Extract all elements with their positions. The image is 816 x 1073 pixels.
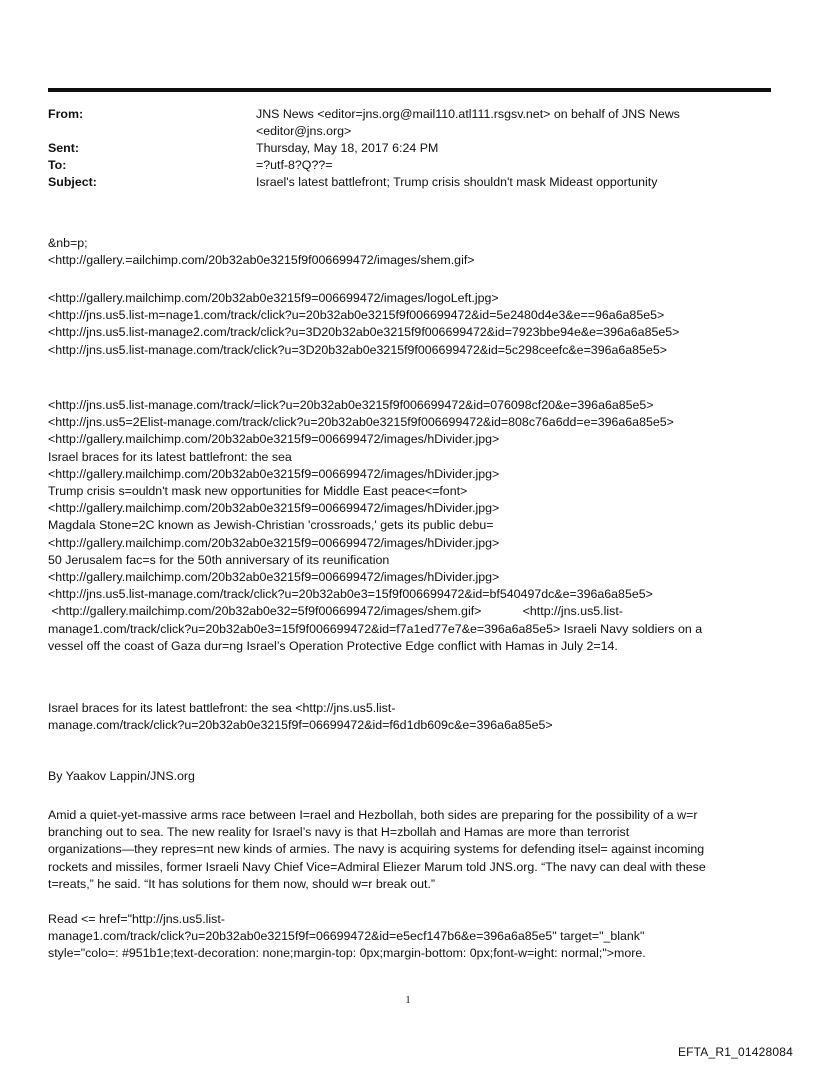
body-line: <http://gallery.=ailchimp.com/20b32ab0e3215f9f006699472/images/shem.gif>	[48, 253, 475, 268]
article-title: Israel braces for its latest battlefront: the sea <http://jns.us5.list-	[48, 701, 396, 715]
paragraph-line: t=reats,” he said. “It has solutions for them now, should w=r break out.”	[48, 876, 436, 891]
to-value: =?utf-8?Q??=	[256, 158, 333, 172]
from-row	[48, 106, 778, 140]
to-row	[48, 157, 778, 174]
body-line: <http://gallery.mailchimp.com/20b32ab0e3215f9=006699472/images/hDivider.jpg>	[48, 501, 500, 516]
body-line: <http://gallery.mailchimp.com/20b32ab0e3215f9=006699472/images/hDivider.jpg>	[48, 535, 500, 550]
subject-value: Israel's latest battlefront; Trump crisis shouldn't mask Mideast opportunity	[256, 175, 658, 189]
article-headline-3: Magdala Stone=2C known as Jewish-Christian 'crossroads,' gets its public debu=	[48, 518, 494, 533]
body-line: <http://gallery.mailchimp.com/20b32ab0e3215f9=006699472/images/hDivider.jpg>	[48, 432, 500, 447]
read-more-line: manage1.com/track/click?u=20b32ab0e3215f9f=06699472&id=e5ecf147b6&e=396a6a85e5" target="_blank"	[48, 929, 645, 944]
to-label: To:	[48, 158, 67, 172]
from-value-line2: <editor@jns.org>	[256, 124, 352, 138]
article-headline-2: Trump crisis s=ouldn't mask new opportunities for Middle East peace<=font>	[48, 484, 468, 499]
subject-label: Subject:	[48, 175, 97, 189]
body-line: <http://jns.us5=2Elist-manage.com/track/click?u=20b32ab0e3215f9f006699472&id=808c76a6dd=e=396a6a85e5>	[48, 415, 674, 430]
paragraph-line: branching out to sea. The new reality for Israel’s navy is that H=zbollah and Hamas are more than terrorist	[48, 825, 630, 840]
body-line: <http://gallery.mailchimp.com/20b32ab0e32=5f9f006699472/images/shem.gif> <http://jns.us5.list-	[48, 604, 623, 619]
from-value	[256, 106, 778, 140]
body-line: <http://jns.us5.list-manage.com/track/click?u=20b32ab0e3=15f9f006699472&id=bf540497dc&e=396a6a85e5>	[48, 587, 653, 602]
byline-block	[48, 768, 778, 785]
sent-row	[48, 140, 778, 157]
article-headline-1: Israel braces for its latest battlefront: the sea	[48, 449, 292, 464]
read-more-line: Read <= href="http://jns.us5.list-	[48, 912, 225, 926]
from-label: From:	[48, 107, 84, 121]
body-line: &nb=p;	[48, 236, 88, 250]
body-line: <http://gallery.mailchimp.com/20b32ab0e3215f9=006699472/images/hDivider.jpg>	[48, 570, 500, 585]
email-header	[48, 106, 778, 191]
article-paragraph	[48, 807, 778, 893]
page-number: 1	[405, 994, 411, 1006]
byline: By Yaakov Lappin/JNS.org	[48, 769, 195, 783]
body-line: <http://jns.us5.list-manage.com/track/click?u=3D20b32ab0e3215f9f006699472&id=5c298ceefc&e=396a6a85e5>	[48, 342, 667, 357]
article-headline-4: 50 Jerusalem fac=s for the 50th anniversary of its reunification	[48, 552, 390, 567]
header-rule	[48, 88, 771, 92]
subject-row	[48, 174, 778, 191]
body-line: <http://gallery.mailchimp.com/20b32ab0e3215f9=006699472/images/hDivider.jpg>	[48, 466, 500, 481]
body-block-2	[48, 290, 778, 359]
read-more-line: style="colo=: #951b1e;text-decoration: none;margin-top: 0px;margin-bottom: 0px;font-w=ight: normal;">more.	[48, 946, 646, 961]
body-line: manage1.com/track/click?u=20b32ab0e3=15f9f006699472&id=f7a1ed77e7&e=396a6a85e5> Israeli Navy soldiers on a	[48, 621, 703, 636]
sent-value: Thursday, May 18, 2017 6:24 PM	[256, 141, 439, 155]
sent-label: Sent:	[48, 141, 79, 155]
body-block-1	[48, 235, 778, 269]
body-block-3	[48, 397, 778, 655]
from-value-line1: JNS News <editor=jns.org@mail110.atl111.rsgsv.net> on behalf of JNS News	[256, 107, 680, 121]
body-line: <http://jns.us5.list-manage2.com/track/click?u=3D20b32ab0e3215f9f006699472&id=7923bbe94e&e=396a6a85e5>	[48, 325, 680, 340]
body-line: <http://jns.us5.list-manage.com/track/=lick?u=20b32ab0e3215f9f006699472&id=076098cf20&e=396a6a85e5>	[48, 398, 654, 412]
body-line: manage.com/track/click?u=20b32ab0e3215f9f=06699472&id=f6d1db609c&e=396a6a85e5>	[48, 718, 553, 733]
paragraph-line: Amid a quiet-yet-massive arms race between I=rael and Hezbollah, both sides are preparing for the possibility of a w=r	[48, 808, 698, 822]
paragraph-line: rockets and missiles, former Israeli Navy Chief Vice=Admiral Eliezer Marum told JNS.org. “The navy can deal with these	[48, 859, 706, 874]
body-line: <http://gallery.mailchimp.com/20b32ab0e3215f9=006699472/images/logoLeft.jpg>	[48, 291, 499, 305]
body-line: <http://jns.us5.list-m=nage1.com/track/click?u=20b32ab0e3215f9f006699472&id=5e2480d4e3&e==96a6a85e5>	[48, 308, 665, 323]
document-id: EFTA_R1_01428084	[677, 1045, 793, 1059]
paragraph-line: organizations—they repres=nt new kinds of armies. The navy is acquiring systems for defending itsel= against incoming	[48, 842, 705, 857]
read-more-block	[48, 911, 778, 963]
image-caption: vessel off the coast of Gaza dur=ng Israel’s Operation Protective Edge conflict with Hamas in July 2=14.	[48, 638, 618, 653]
body-block-4	[48, 700, 778, 734]
